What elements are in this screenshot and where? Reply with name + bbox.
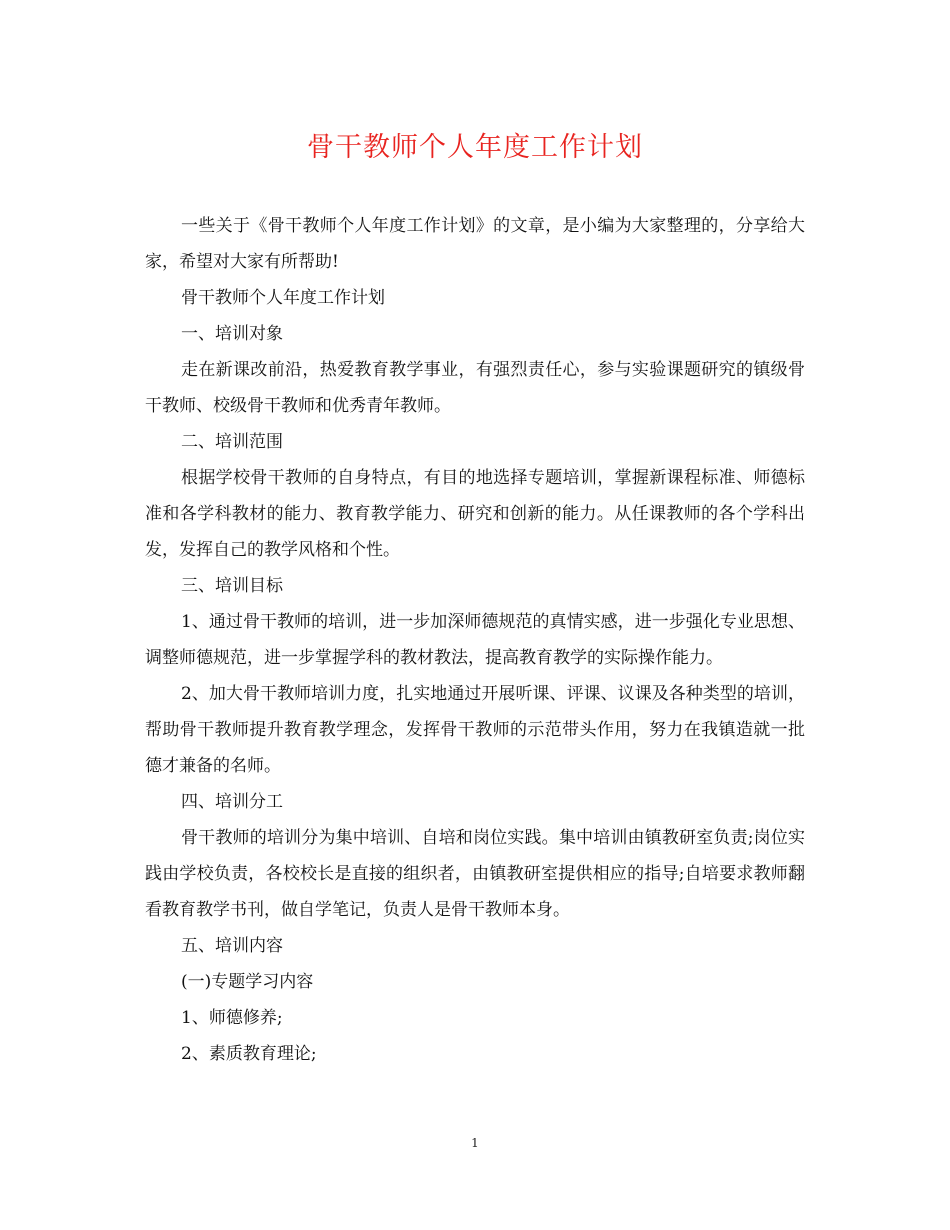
section-3-item-1: 1、通过骨干教师的培训，进一步加深师德规范的真情实感，进一步强化专业思想、调整师德规范，进一步掌握学科的教材教法，提高教育教学的实际操作能力。 [145, 612, 805, 668]
section-heading-2: 二、培训范围 [181, 432, 283, 452]
section-heading-4: 四、培训分工 [181, 792, 283, 812]
subsection-heading-1: (一)专题学习内容 [181, 972, 314, 992]
section-3-item-2: 2、加大骨干教师培训力度，扎实地通过开展听课、评课、议课及各种类型的培训，帮助骨干教师提升教育教学理念，发挥骨干教师的示范带头作用，努力在我镇造就一批德才兼备的名师。 [145, 684, 805, 776]
document-title: 骨干教师个人年度工作计划 [307, 132, 643, 163]
section-heading-1: 一、培训对象 [181, 324, 283, 344]
list-item-1: 1、师德修养; [181, 1008, 283, 1028]
page-number: 1 [471, 1136, 479, 1150]
document-body [145, 208, 805, 1072]
subtitle-paragraph: 骨干教师个人年度工作计划 [181, 288, 385, 308]
section-1-body: 走在新课改前沿，热爱教育教学事业，有强烈责任心，参与实验课题研究的镇级骨干教师、校级骨干教师和优秀青年教师。 [145, 360, 805, 416]
intro-paragraph: 一些关于《骨干教师个人年度工作计划》的文章，是小编为大家整理的，分享给大家，希望对大家有所帮助! [145, 216, 805, 272]
section-heading-3: 三、培训目标 [181, 576, 283, 596]
section-heading-5: 五、培训内容 [181, 936, 283, 956]
section-4-body: 骨干教师的培训分为集中培训、自培和岗位实践。集中培训由镇教研室负责;岗位实践由学校负责，各校校长是直接的组织者，由镇教研室提供相应的指导;自培要求教师翻看教育教学书刊，做自学笔记，负责人是骨干教师本身。 [145, 828, 805, 920]
section-2-body: 根据学校骨干教师的自身特点，有目的地选择专题培训，掌握新课程标准、师德标准和各学科教材的能力、教育教学能力、研究和创新的能力。从任课教师的各个学科出发，发挥自己的教学风格和个性。 [145, 468, 805, 560]
list-item-2: 2、素质教育理论; [181, 1044, 317, 1064]
